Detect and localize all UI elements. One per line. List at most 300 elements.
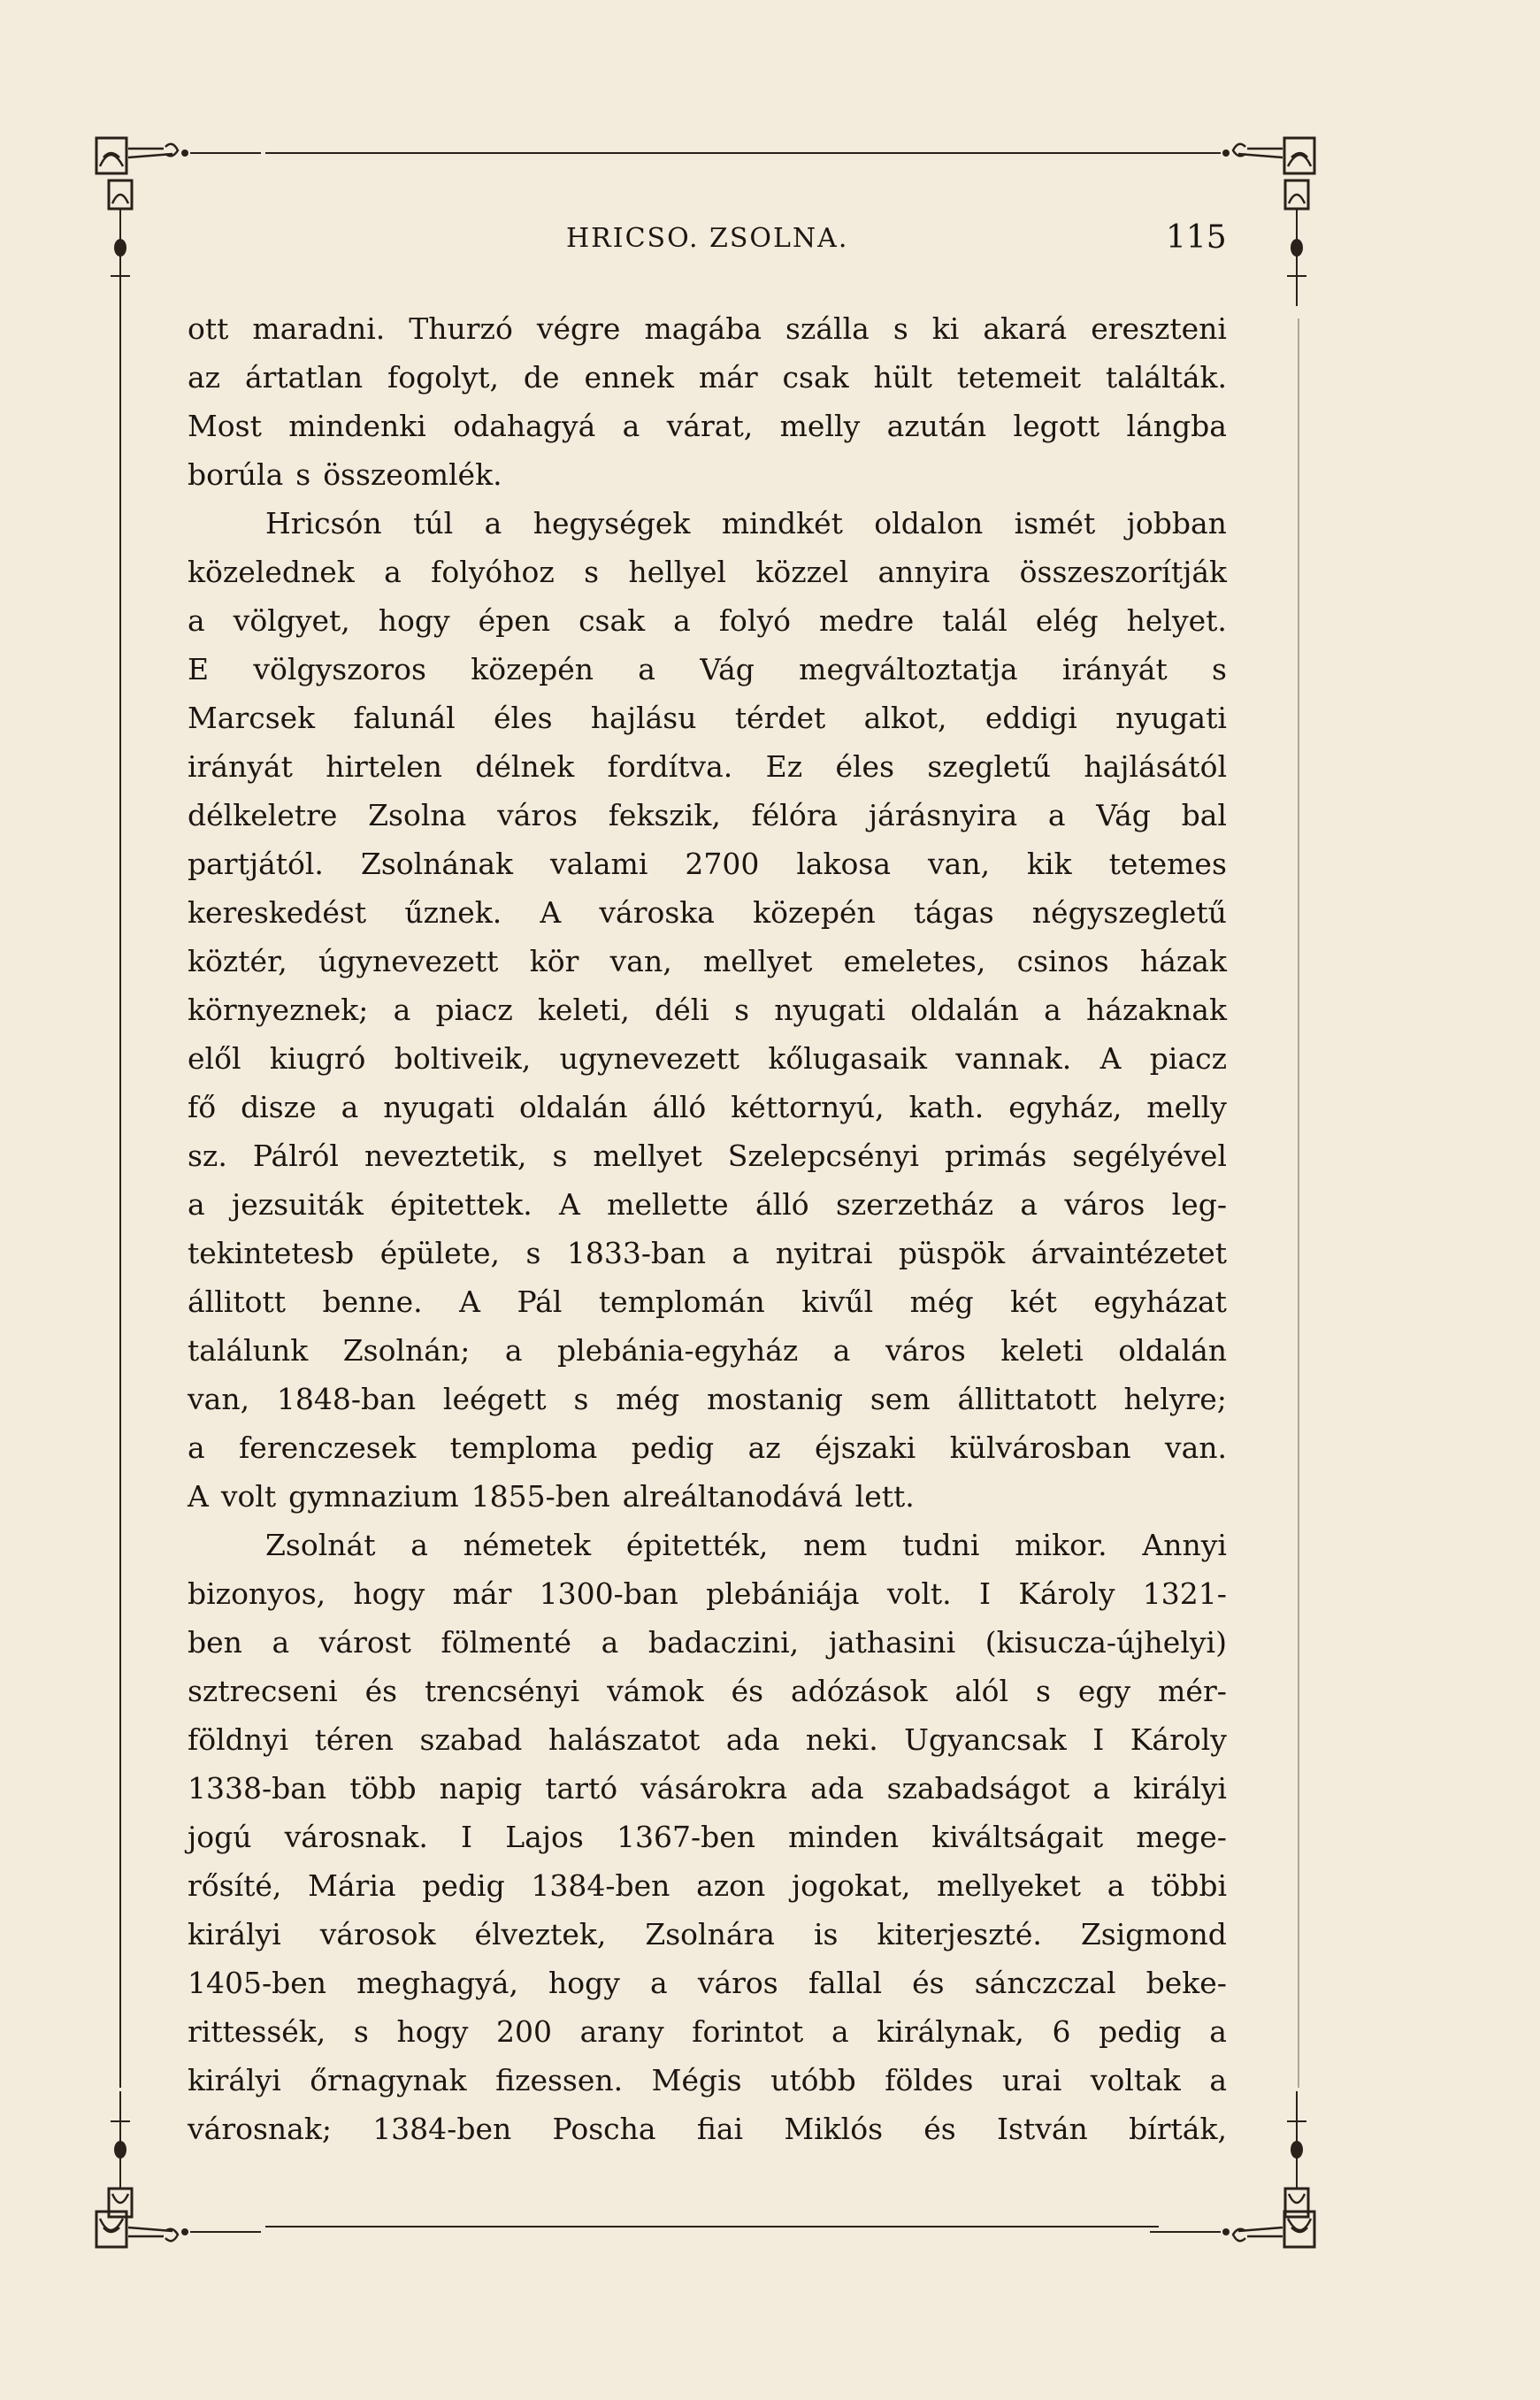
word: hegységek <box>532 506 691 541</box>
word: temploma <box>449 1430 598 1465</box>
text-line <box>188 1472 1227 1521</box>
text-line <box>188 499 1227 548</box>
word: délnek <box>475 749 575 784</box>
word: a <box>1209 2014 1227 2049</box>
word: a <box>832 1333 851 1368</box>
word: úgynevezett <box>318 944 499 978</box>
word: Zsolnának <box>360 847 514 881</box>
word: állittatott <box>957 1382 1097 1416</box>
word: tetemeit <box>956 360 1081 395</box>
text-line <box>188 1764 1227 1813</box>
text-line <box>188 1034 1227 1083</box>
fleur-finial-icon <box>103 2088 139 2220</box>
word: kik <box>1027 847 1072 881</box>
word: szabad <box>419 1722 523 1757</box>
word: rittessék, <box>188 2014 326 2049</box>
word: a <box>831 2014 849 2049</box>
word: valami <box>550 847 648 881</box>
word: földnyi <box>188 1722 289 1757</box>
word: alkot, <box>863 701 947 735</box>
word: E <box>188 652 210 686</box>
word: ennek <box>584 360 675 395</box>
word: épülete, <box>379 1236 500 1270</box>
word: 1367-ben <box>616 1820 756 1854</box>
word: Zsolnán; <box>342 1333 471 1368</box>
word: még <box>909 1284 974 1319</box>
word: oldalon <box>874 506 984 541</box>
word: urai <box>1002 2063 1062 2097</box>
word: trencsényi <box>424 1674 580 1708</box>
word: kiváltságait <box>931 1820 1104 1854</box>
word: ki <box>931 311 960 346</box>
word: is <box>813 1917 839 1951</box>
word: szálla <box>785 311 870 346</box>
word: A <box>188 1479 209 1514</box>
word: 1855-ben <box>471 1479 610 1514</box>
word: őrnagynak <box>310 2063 467 2097</box>
word: lángba <box>1126 409 1227 443</box>
word: ada <box>810 1771 864 1806</box>
word: űznek. <box>404 895 502 930</box>
word: Ugyancsak <box>904 1722 1067 1757</box>
word: hajlásától <box>1084 749 1227 784</box>
word: csak <box>782 360 849 395</box>
word: s <box>1212 652 1227 686</box>
text-line <box>188 1521 1227 1569</box>
word: vannak. <box>955 1041 1072 1076</box>
word: várat, <box>666 409 754 443</box>
word: plebániája <box>706 1576 860 1611</box>
top-border-rule <box>265 152 1159 154</box>
word: Marcsek <box>188 701 316 735</box>
word: a <box>732 1236 750 1270</box>
text-line <box>188 1326 1227 1375</box>
word: szabadságot <box>886 1771 1070 1806</box>
word: kath. <box>908 1090 985 1124</box>
word: falunál <box>353 701 456 735</box>
word: bírták, <box>1129 2112 1227 2146</box>
word: kereskedést <box>188 895 367 930</box>
text-line <box>188 694 1227 742</box>
word: egyházat <box>1093 1284 1227 1319</box>
word: lett. <box>854 1479 915 1514</box>
word: közelednek <box>188 555 355 589</box>
word: városok <box>319 1917 436 1951</box>
word: mostanig <box>707 1382 844 1416</box>
word: csinos <box>1016 944 1109 978</box>
word: benne. <box>322 1284 423 1319</box>
word: a <box>188 1187 205 1222</box>
word: a <box>410 1528 428 1562</box>
word: disze <box>241 1090 317 1124</box>
word: fizessen. <box>495 2063 624 2097</box>
word: csak <box>578 603 646 638</box>
word: sánczczal <box>974 1966 1116 2000</box>
word: Most <box>188 409 262 443</box>
word: A <box>459 1284 480 1319</box>
word: járásnyira <box>868 798 1018 832</box>
text-line <box>188 791 1227 840</box>
word: hirtelen <box>326 749 442 784</box>
word: azon <box>696 1868 766 1903</box>
word: földes <box>885 2063 974 2097</box>
word: hült <box>873 360 932 395</box>
word: alreáltanodává <box>622 1479 843 1514</box>
word: adózások <box>790 1674 928 1708</box>
text-line <box>188 1715 1227 1764</box>
word: tekintetesb <box>188 1236 355 1270</box>
word: voltak <box>1090 2063 1181 2097</box>
word: Hricsón <box>265 506 382 541</box>
word: félóra <box>751 798 839 832</box>
word: térdet <box>734 701 826 735</box>
text-line <box>188 2105 1227 2153</box>
word: helyre; <box>1123 1382 1227 1416</box>
word: németek <box>463 1528 592 1562</box>
word: a <box>341 1090 359 1124</box>
text-line <box>188 1813 1227 1861</box>
word: város <box>697 1966 778 2000</box>
text-line <box>188 645 1227 694</box>
word: arany <box>579 2014 664 2049</box>
word: 1300-ban <box>539 1576 678 1611</box>
word: mellyeket <box>937 1868 1082 1903</box>
word: a <box>622 409 640 443</box>
word: és <box>923 2112 956 2146</box>
word: mikor. <box>1015 1528 1107 1562</box>
word: megváltoztatja <box>799 652 1018 686</box>
word: a <box>650 1966 668 2000</box>
word: István <box>997 2112 1088 2146</box>
word: ott <box>188 311 229 346</box>
word: völgyet, <box>233 603 350 638</box>
text-line <box>188 1959 1227 2007</box>
word: sz. <box>188 1139 227 1173</box>
word: 2700 <box>685 847 760 881</box>
word: hogy <box>548 1966 620 2000</box>
word: beke- <box>1145 1966 1227 2000</box>
word: lakosa <box>796 847 892 881</box>
word: Mégis <box>651 2063 742 2097</box>
word: egyház, <box>1008 1090 1122 1124</box>
word: hajlásu <box>590 701 697 735</box>
word: Vág <box>700 652 755 686</box>
word: mege- <box>1136 1820 1227 1854</box>
word: sztrecseni <box>188 1674 338 1708</box>
word: jogokat, <box>791 1868 911 1903</box>
word: hogy <box>353 1576 425 1611</box>
word: sem <box>870 1382 931 1416</box>
word: s <box>552 1139 568 1173</box>
word: Szelepcsényi <box>727 1139 919 1173</box>
word: I <box>978 1576 992 1611</box>
word: mellyet <box>593 1139 702 1173</box>
word: téren <box>314 1722 395 1757</box>
word: van. <box>1164 1430 1227 1465</box>
word: primás <box>944 1139 1047 1173</box>
word: eddigi <box>985 701 1077 735</box>
text-line <box>188 937 1227 985</box>
word: kiterjeszté. <box>877 1917 1042 1951</box>
word: s <box>734 993 749 1027</box>
word: fallal <box>808 1966 883 2000</box>
word: épitettek. <box>390 1187 532 1222</box>
word: már <box>452 1576 512 1611</box>
word: pedig <box>1099 2014 1182 2049</box>
word: Zsolna <box>368 798 467 832</box>
text-line <box>188 596 1227 645</box>
word: a <box>1209 2063 1227 2097</box>
word: álló <box>652 1090 707 1124</box>
text-line <box>188 1861 1227 1910</box>
word: épitették, <box>625 1528 769 1562</box>
fleur-finial-icon <box>1280 2088 1315 2220</box>
word: ferenczesek <box>239 1430 417 1465</box>
word: s <box>525 1236 541 1270</box>
bottom-border-rule <box>265 2226 1159 2227</box>
word: a <box>638 652 655 686</box>
word: kivűl <box>801 1284 874 1319</box>
word: végre <box>536 311 621 346</box>
word: összeomlék. <box>323 457 502 492</box>
word: azután <box>886 409 987 443</box>
word: épen <box>478 603 551 638</box>
word: irányát <box>188 749 293 784</box>
word: tudni <box>902 1528 980 1562</box>
word: a <box>673 603 691 638</box>
word: városka <box>599 895 715 930</box>
word: I <box>461 1820 473 1854</box>
word: rősíté, <box>188 1868 282 1903</box>
word: a <box>601 1625 619 1660</box>
word: partjától. <box>188 847 324 881</box>
word: és <box>731 1674 764 1708</box>
text-line <box>188 1083 1227 1131</box>
word: Mária <box>308 1868 396 1903</box>
word: kör <box>529 944 579 978</box>
word: Vág <box>1096 798 1151 832</box>
word: a <box>504 1333 523 1368</box>
text-line <box>188 548 1227 596</box>
word: fölmenté <box>441 1625 572 1660</box>
word: Annyi <box>1142 1528 1227 1562</box>
text-line <box>188 1180 1227 1229</box>
word: fogolyt, <box>387 360 500 395</box>
word: találunk <box>188 1333 309 1368</box>
word: s <box>573 1382 589 1416</box>
word: az <box>747 1430 781 1465</box>
word: van, <box>609 944 672 978</box>
word: Miklós <box>784 2112 884 2146</box>
word: Lajos <box>505 1820 584 1854</box>
word: ártatlan <box>244 360 364 395</box>
word: az <box>188 360 221 395</box>
word: borúla <box>188 457 284 492</box>
word: a <box>1047 798 1066 832</box>
word: és <box>364 1674 398 1708</box>
word: akará <box>983 311 1068 346</box>
word: jobban <box>1126 506 1227 541</box>
word: oldalán <box>1118 1333 1227 1368</box>
word: éjszaki <box>815 1430 916 1465</box>
word: kőlugasaik <box>768 1041 927 1076</box>
word: 200 <box>495 2014 552 2049</box>
word: piacz <box>435 993 513 1027</box>
word: maradni. <box>252 311 386 346</box>
word: minden <box>788 1820 900 1854</box>
page-number: 115 <box>1166 219 1227 256</box>
word: boltiveik, <box>394 1041 532 1076</box>
text-line <box>188 985 1227 1034</box>
word: irányát <box>1061 652 1168 686</box>
word: tágas <box>913 895 994 930</box>
text-line <box>188 1229 1227 1277</box>
word: ismét <box>1014 506 1096 541</box>
word: Pál <box>517 1284 563 1319</box>
word: folyóhoz <box>431 555 555 589</box>
word: hellyel <box>628 555 727 589</box>
text-line <box>188 888 1227 937</box>
fleur-finial-icon <box>103 177 139 310</box>
word: 1338-ban <box>188 1771 327 1806</box>
word: város <box>497 798 578 832</box>
word: szegletű <box>927 749 1051 784</box>
word: mellyet <box>703 944 813 978</box>
word: fő <box>188 1090 217 1124</box>
text-line <box>188 2056 1227 2105</box>
word: emeletes, <box>843 944 986 978</box>
word: keleti, <box>537 993 630 1027</box>
word: déli <box>655 993 709 1027</box>
word: 1833-ban <box>566 1236 707 1270</box>
word: s <box>584 555 600 589</box>
word: meghagyá, <box>356 1966 518 2000</box>
text-line <box>188 1423 1227 1472</box>
word: vásárokra <box>640 1771 788 1806</box>
word: oldalán <box>518 1090 628 1124</box>
word: a <box>1044 993 1061 1027</box>
word: 1405-ben <box>188 1966 327 2000</box>
text-line <box>188 1131 1227 1180</box>
word: legott <box>1013 409 1100 443</box>
right-border-rule <box>1298 318 1299 2088</box>
word: volt <box>220 1479 277 1514</box>
word: túl <box>413 506 454 541</box>
word: bizonyos, <box>188 1576 326 1611</box>
word: Ez <box>765 749 803 784</box>
word: a <box>1107 1868 1125 1903</box>
word: volt. <box>886 1576 952 1611</box>
text-line <box>188 1667 1227 1715</box>
word: pedig <box>631 1430 715 1465</box>
word: a <box>188 603 205 638</box>
word: fekszik, <box>608 798 721 832</box>
word: a <box>272 1625 290 1660</box>
word: jathasini <box>828 1625 956 1660</box>
word: élveztek, <box>474 1917 607 1951</box>
word: vámok <box>607 1674 704 1708</box>
word: s <box>1036 1674 1051 1708</box>
word: szerzetház <box>835 1187 994 1222</box>
word: bal <box>1181 798 1227 832</box>
word: házaknak <box>1086 993 1227 1027</box>
word: állitott <box>188 1284 286 1319</box>
word: környeznek; <box>188 993 369 1027</box>
word: völgyszoros <box>253 652 426 686</box>
word: utóbb <box>770 2063 856 2097</box>
word: kiugró <box>269 1041 366 1076</box>
word: közepén <box>471 652 594 686</box>
word: város <box>1064 1187 1145 1222</box>
word: mindenki <box>288 409 426 443</box>
word: oldalán <box>910 993 1019 1027</box>
word: napig <box>439 1771 523 1806</box>
word: a <box>484 506 502 541</box>
running-head: HRICSO. ZSOLNA. <box>566 223 849 254</box>
text-line <box>188 1910 1227 1959</box>
word: halászatot <box>548 1722 701 1757</box>
word: a <box>1020 1187 1038 1222</box>
word: folyó <box>718 603 791 638</box>
word: püspök <box>898 1236 1006 1270</box>
word: A <box>1099 1041 1122 1076</box>
word: melly <box>1146 1090 1227 1124</box>
word: nyugati <box>1115 701 1227 735</box>
word: királyi <box>1133 1771 1227 1806</box>
word: találták. <box>1105 360 1227 395</box>
word: leg- <box>1171 1187 1227 1222</box>
word: 1848-ban <box>276 1382 417 1416</box>
word: nyitrai <box>775 1236 873 1270</box>
text-line <box>188 402 1227 450</box>
word: délkeletre <box>188 798 338 832</box>
word: házak <box>1139 944 1227 978</box>
word: plebánia-egyház <box>557 1333 799 1368</box>
word: nem <box>803 1528 868 1562</box>
text-line <box>188 840 1227 888</box>
word: összeszorítják <box>1019 555 1227 589</box>
word: keleti <box>1000 1333 1084 1368</box>
word: és <box>912 1966 945 2000</box>
word: tartó <box>545 1771 618 1806</box>
word: fiai <box>696 2112 744 2146</box>
word: köztér, <box>188 944 287 978</box>
word: Thurzó <box>409 311 513 346</box>
word: helyet. <box>1126 603 1227 638</box>
text-line <box>188 1375 1227 1423</box>
word: forintot <box>692 2014 804 2049</box>
word: I <box>1092 1722 1105 1757</box>
word: még <box>616 1382 680 1416</box>
word: 1384-ben <box>531 1868 670 1903</box>
word: pedig <box>422 1868 505 1903</box>
word: királynak, <box>877 2014 1024 2049</box>
ornate-corner-icon <box>93 131 261 184</box>
word: (kisucza-újhelyi) <box>985 1625 1227 1660</box>
word: Zsolnát <box>265 1528 376 1562</box>
word: nyugati <box>383 1090 494 1124</box>
word: A <box>559 1187 580 1222</box>
word: piacz <box>1149 1041 1227 1076</box>
text-line <box>188 1618 1227 1667</box>
word: 1321- <box>1142 1576 1227 1611</box>
ornate-corner-icon <box>1150 131 1318 184</box>
word: tetemes <box>1108 847 1227 881</box>
word: a <box>393 993 411 1027</box>
word: hogy <box>396 2014 469 2049</box>
word: álló <box>755 1187 809 1222</box>
word: királyi <box>188 2063 281 2097</box>
